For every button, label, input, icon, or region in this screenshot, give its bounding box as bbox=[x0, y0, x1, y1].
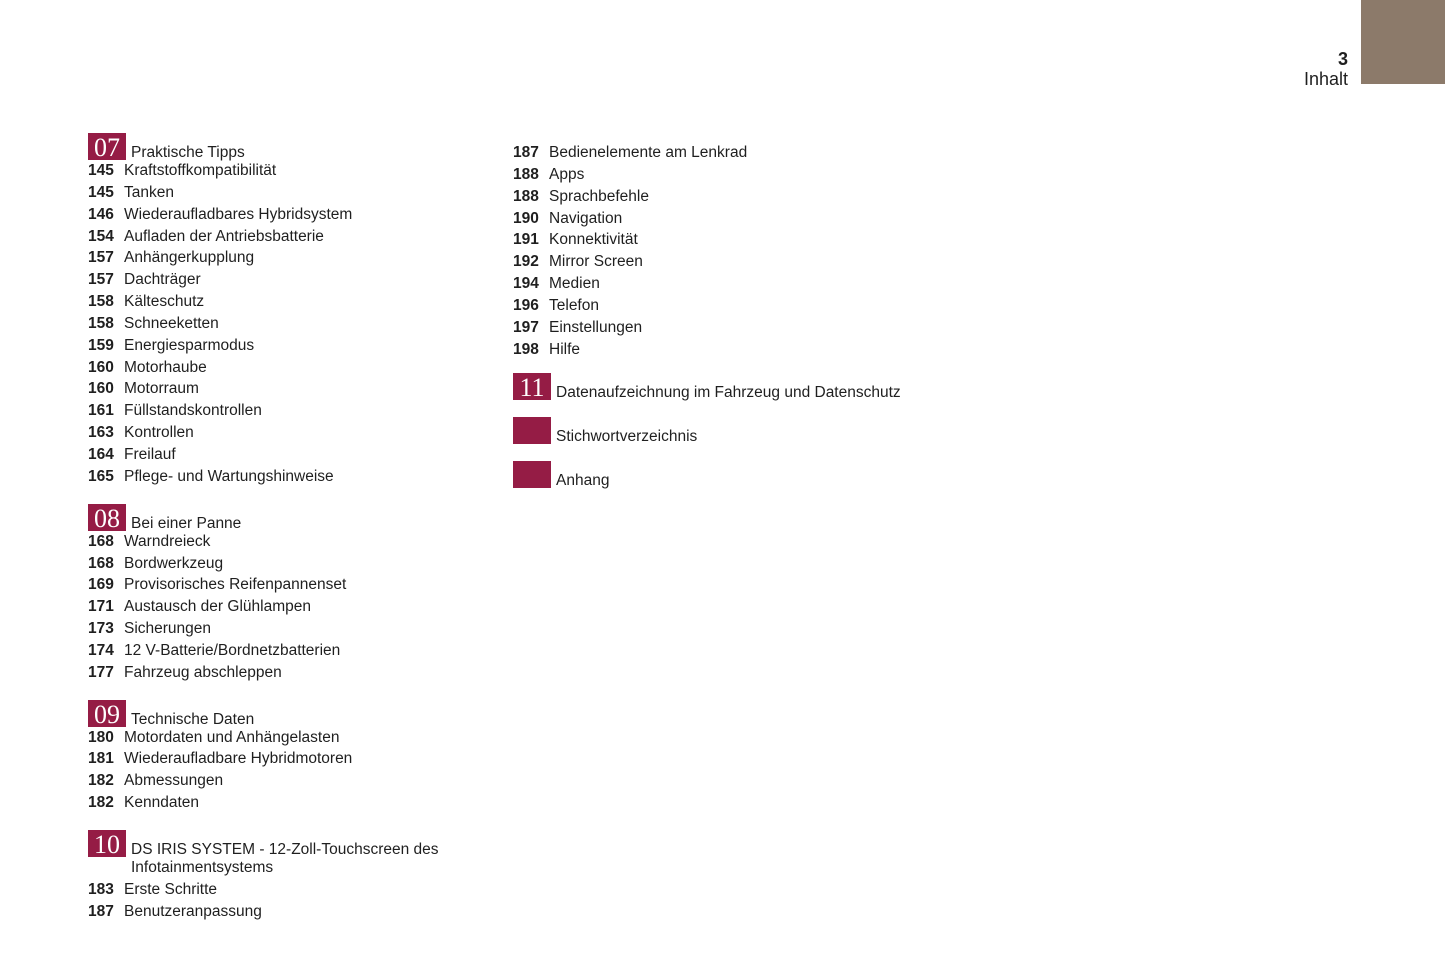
toc-entry[interactable] bbox=[88, 662, 468, 684]
entry-text: Bedienelemente am Lenkrad bbox=[549, 144, 748, 161]
section-title: Praktische Tipps bbox=[131, 144, 245, 161]
entry-text: Erste Schritte bbox=[124, 880, 218, 898]
section-title: Datenaufzeichnung im Fahrzeug und Datenschutz bbox=[556, 384, 901, 402]
entry-page: 173 bbox=[88, 620, 114, 638]
section-heading[interactable] bbox=[88, 133, 468, 160]
entry-text: Kraftstoffkompatibilität bbox=[124, 162, 277, 179]
toc-entry[interactable] bbox=[88, 466, 468, 488]
section-title-continuation: Infotainmentsystems bbox=[131, 858, 274, 876]
entry-page: 163 bbox=[88, 424, 114, 442]
page-header bbox=[1304, 49, 1348, 89]
entry-page: 187 bbox=[513, 144, 539, 161]
entry-page: 164 bbox=[88, 445, 114, 463]
entry-page: 187 bbox=[88, 902, 114, 920]
section-number-badge: 10 bbox=[88, 830, 126, 857]
toc-entry[interactable] bbox=[513, 295, 1013, 317]
toc-entry[interactable] bbox=[88, 378, 468, 400]
entry-text: Freilauf bbox=[124, 445, 176, 463]
toc-entry[interactable] bbox=[88, 226, 468, 248]
entry-page: 169 bbox=[88, 576, 114, 594]
toc-entry[interactable] bbox=[88, 596, 468, 618]
toc-entry[interactable] bbox=[88, 313, 468, 335]
toc-section-appendix[interactable] bbox=[513, 461, 1013, 488]
section-number-badge bbox=[513, 417, 551, 444]
entry-text: Kontrollen bbox=[124, 424, 194, 442]
entry-text: Dachträger bbox=[124, 271, 201, 289]
toc-entry[interactable] bbox=[88, 444, 468, 466]
entry-page: 158 bbox=[88, 314, 114, 332]
entry-page: 190 bbox=[513, 209, 539, 227]
entry-text: Wiederaufladbare Hybridmotoren bbox=[124, 750, 353, 768]
entry-page: 196 bbox=[513, 296, 539, 314]
entry-page: 168 bbox=[88, 554, 114, 572]
toc-entry[interactable] bbox=[88, 748, 468, 770]
entry-text: Tanken bbox=[124, 183, 174, 201]
section-title: Bei einer Panne bbox=[131, 514, 242, 532]
toc-entry[interactable] bbox=[513, 208, 1013, 230]
section-heading[interactable] bbox=[88, 830, 468, 857]
entry-page: 146 bbox=[88, 205, 114, 223]
entry-text: Pflege- und Wartungshinweise bbox=[124, 467, 334, 485]
toc-entry[interactable] bbox=[88, 160, 468, 182]
entry-page: 182 bbox=[88, 794, 114, 812]
entry-page: 157 bbox=[88, 249, 114, 267]
toc-entry[interactable] bbox=[88, 574, 468, 596]
entry-page: 145 bbox=[88, 162, 114, 179]
toc-section-07 bbox=[88, 133, 468, 488]
entry-text: Kälteschutz bbox=[124, 293, 205, 311]
entry-text: Anhängerkupplung bbox=[124, 249, 255, 267]
chapter-corner-tab bbox=[1361, 0, 1445, 84]
toc-entry[interactable] bbox=[88, 792, 468, 814]
section-title: Technische Daten bbox=[131, 710, 255, 728]
entry-text: Provisorisches Reifenpannenset bbox=[124, 576, 347, 594]
toc-entry[interactable] bbox=[513, 317, 1013, 339]
toc-entry[interactable] bbox=[88, 531, 468, 553]
toc-section-10 bbox=[88, 830, 468, 923]
entry-text: Abmessungen bbox=[124, 772, 224, 790]
entry-text: Energiesparmodus bbox=[124, 336, 255, 354]
entry-text: Austausch der Glühlampen bbox=[124, 598, 311, 616]
toc-entry[interactable] bbox=[513, 273, 1013, 295]
section-title: Anhang bbox=[556, 471, 610, 489]
entry-text: Bordwerkzeug bbox=[124, 554, 224, 572]
entry-text: Apps bbox=[549, 165, 585, 183]
entry-text: Motordaten und Anhängelasten bbox=[124, 728, 340, 746]
toc-section-11[interactable] bbox=[513, 373, 1013, 403]
entry-page: 158 bbox=[88, 293, 114, 311]
toc-entry[interactable] bbox=[88, 618, 468, 640]
entry-text: Wiederaufladbares Hybridsystem bbox=[124, 205, 353, 223]
entry-page: 171 bbox=[88, 598, 114, 616]
toc-entry[interactable] bbox=[88, 357, 468, 379]
section-number-badge: 09 bbox=[88, 700, 126, 727]
section-heading[interactable] bbox=[88, 504, 468, 531]
entry-page: 165 bbox=[88, 467, 114, 485]
entry-text: Füllstandskontrollen bbox=[124, 402, 262, 420]
entry-text: Telefon bbox=[549, 296, 599, 314]
toc-entry[interactable] bbox=[513, 142, 1013, 164]
entry-text: 12 V-Batterie/Bordnetzbatterien bbox=[124, 641, 341, 659]
section-number-badge bbox=[513, 461, 551, 488]
entry-page: 183 bbox=[88, 880, 114, 898]
toc-entry[interactable] bbox=[88, 901, 468, 923]
entry-page: 161 bbox=[88, 402, 114, 420]
section-number-badge: 07 bbox=[88, 133, 126, 160]
toc-entry[interactable] bbox=[88, 269, 468, 291]
entry-page: 188 bbox=[513, 187, 539, 205]
toc-entry[interactable] bbox=[88, 247, 468, 269]
toc-entry[interactable] bbox=[88, 182, 468, 204]
entry-page: 168 bbox=[88, 532, 114, 550]
entry-page: 160 bbox=[88, 358, 114, 376]
entry-page: 192 bbox=[513, 253, 539, 271]
entry-text: Kenndaten bbox=[124, 794, 199, 812]
entry-text: Sicherungen bbox=[124, 620, 212, 638]
toc-entry[interactable] bbox=[88, 335, 468, 357]
entry-text: Benutzeranpassung bbox=[124, 902, 262, 920]
entry-page: 154 bbox=[88, 227, 114, 245]
toc-entry[interactable] bbox=[513, 339, 1013, 361]
toc-left-column bbox=[88, 133, 468, 939]
entry-page: 198 bbox=[513, 340, 539, 358]
toc-entry[interactable] bbox=[88, 770, 468, 792]
entry-text: Schneeketten bbox=[124, 314, 219, 332]
page-title: Inhalt bbox=[1303, 69, 1348, 89]
entry-page: 188 bbox=[513, 165, 539, 183]
toc-entry[interactable] bbox=[88, 727, 468, 749]
toc-section-index[interactable] bbox=[513, 417, 1013, 444]
entry-text: Einstellungen bbox=[549, 318, 643, 336]
toc-entry[interactable] bbox=[513, 229, 1013, 251]
entry-page: 160 bbox=[88, 380, 114, 398]
entry-page: 174 bbox=[88, 641, 114, 659]
toc-entry[interactable] bbox=[88, 553, 468, 575]
toc-entry[interactable] bbox=[513, 186, 1013, 208]
toc-section-09 bbox=[88, 700, 468, 814]
toc-right-column bbox=[513, 133, 1013, 505]
entry-page: 157 bbox=[88, 271, 114, 289]
entry-text: Sprachbefehle bbox=[549, 187, 649, 205]
entry-page: 191 bbox=[513, 231, 539, 249]
entry-page: 194 bbox=[513, 275, 539, 293]
section-number-badge: 08 bbox=[88, 504, 126, 531]
toc-entry[interactable] bbox=[513, 164, 1013, 186]
entry-text: Medien bbox=[549, 275, 600, 293]
entry-page: 197 bbox=[513, 318, 539, 336]
toc-entry[interactable] bbox=[513, 251, 1013, 273]
entry-text: Konnektivität bbox=[549, 231, 638, 249]
entry-text: Navigation bbox=[549, 209, 623, 227]
toc-section-08 bbox=[88, 504, 468, 684]
entry-page: 145 bbox=[88, 183, 114, 201]
entry-page: 177 bbox=[88, 663, 114, 681]
section-title: Stichwortverzeichnis bbox=[556, 428, 698, 446]
entry-text: Fahrzeug abschleppen bbox=[124, 663, 282, 681]
entry-page: 180 bbox=[88, 728, 114, 746]
entry-page: 182 bbox=[88, 772, 114, 790]
page-number: 3 bbox=[1337, 49, 1348, 69]
section-heading[interactable] bbox=[88, 700, 468, 727]
entry-text: Motorraum bbox=[124, 380, 199, 398]
section-title: DS IRIS SYSTEM - 12-Zoll-Touchscreen des bbox=[131, 840, 439, 858]
toc-entry[interactable] bbox=[88, 879, 468, 901]
toc-entry[interactable] bbox=[88, 422, 468, 444]
entry-text: Aufladen der Antriebsbatterie bbox=[124, 227, 324, 245]
section-number-badge: 11 bbox=[513, 373, 551, 400]
toc-entry[interactable] bbox=[88, 204, 468, 226]
entry-text: Mirror Screen bbox=[549, 253, 643, 271]
entry-text: Hilfe bbox=[549, 340, 581, 358]
toc-entry[interactable] bbox=[88, 640, 468, 662]
entry-text: Warndreieck bbox=[124, 532, 211, 550]
entry-text: Motorhaube bbox=[124, 358, 207, 376]
toc-entry[interactable] bbox=[88, 400, 468, 422]
entry-page: 181 bbox=[88, 750, 114, 768]
toc-entry[interactable] bbox=[88, 291, 468, 313]
entry-page: 159 bbox=[88, 336, 114, 354]
